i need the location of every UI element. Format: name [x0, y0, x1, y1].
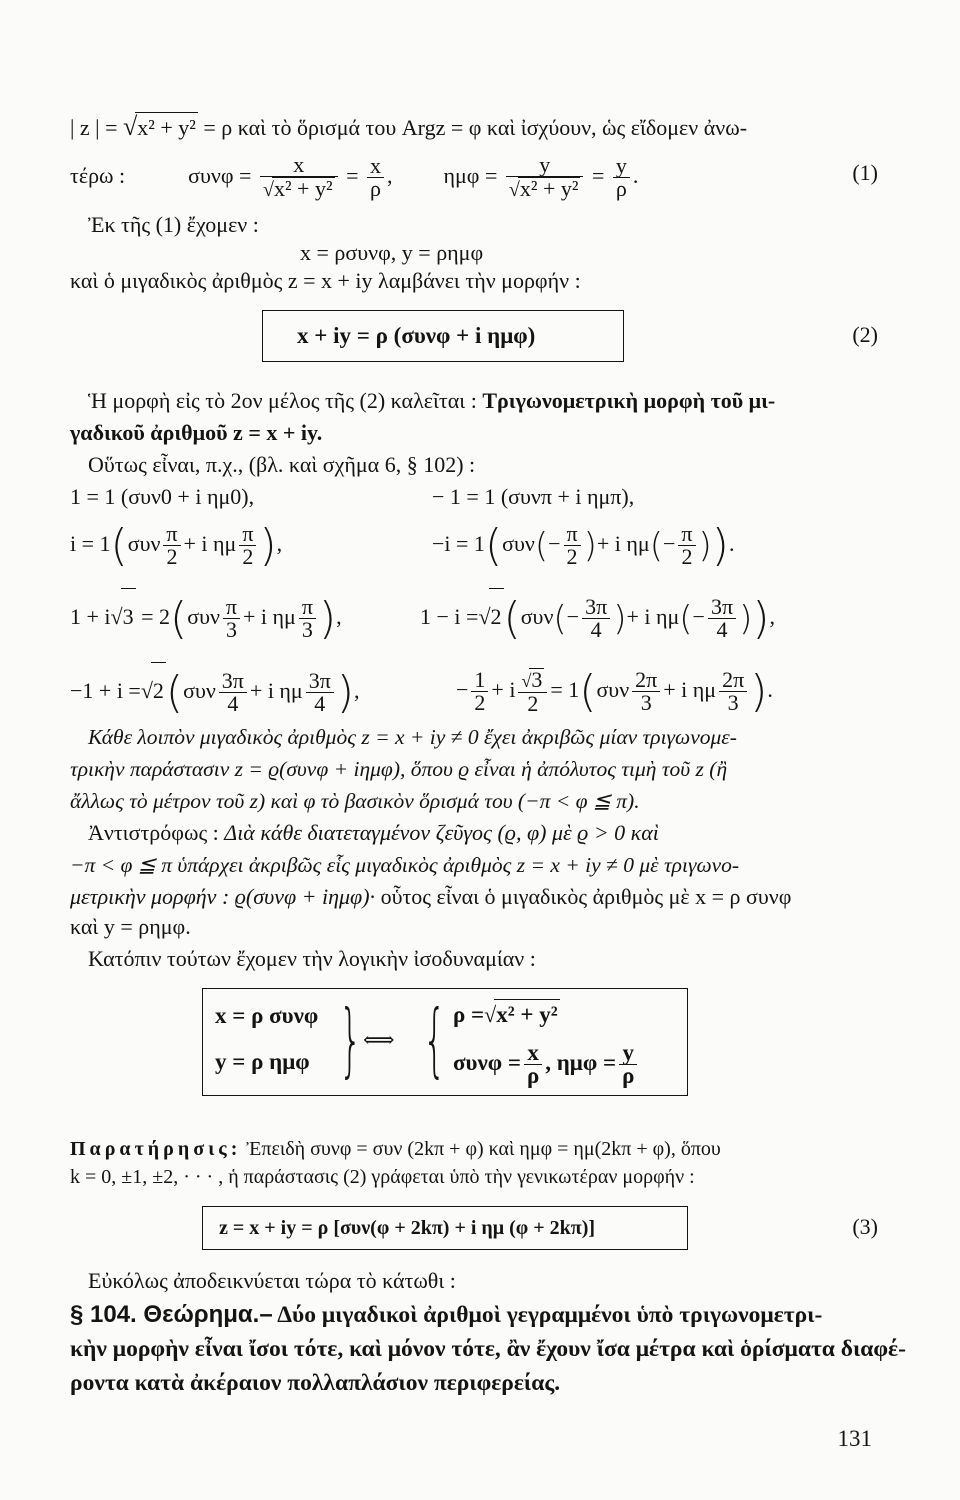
cos-sin-ratios: [453, 1035, 640, 1091]
denominator: 4: [716, 617, 728, 643]
minus: −: [456, 677, 469, 702]
denominator: 3: [640, 690, 652, 716]
remark-label: Παρατήρησις:: [70, 1138, 242, 1160]
example-2-right: −i = 1(συν(− $\frac{\pi}{2}$ )+ i ημ(− $\frac{\pi}{2}$ )).: [432, 519, 735, 571]
numerator: y: [613, 155, 630, 178]
lhs: −i = 1: [432, 531, 485, 556]
cos-label: συν: [187, 604, 220, 629]
minus: −: [662, 531, 676, 556]
converse-label: Ἀντιστρόφως :: [88, 820, 219, 845]
denominator: ρ: [615, 176, 627, 202]
converse-conclusion: οὗτος εἶναι ὁ μιγαδικὸς ἀριθμὸς μὲ x = ρ συνφ: [375, 884, 792, 909]
numerator: 3π: [708, 596, 736, 619]
punct: ,: [769, 604, 776, 629]
plus-i: + i: [491, 677, 516, 702]
theorem-text: Δύο μιγαδικοὶ ἀριθμοὶ γεγραμμένοι ὑπὸ τριγωνομετρι-: [272, 1302, 823, 1328]
equals: =: [591, 163, 605, 188]
fraction-y-over-root: [506, 154, 584, 201]
numerator: π: [163, 523, 180, 546]
numerator: 3π: [219, 670, 247, 693]
modulus-lhs: | z | =: [70, 115, 123, 140]
numerator: π: [299, 596, 316, 619]
theorem-line-1: [70, 1300, 880, 1330]
cos-label: συν: [127, 531, 161, 556]
denominator: 2: [527, 691, 539, 717]
fraction-x-over-root: [260, 154, 338, 201]
equation-tag-1: (1): [852, 160, 878, 185]
radicand: 2: [489, 588, 504, 645]
denominator: √x² + y²: [262, 176, 333, 202]
converse-text: Διὰ κάθε διατεταγμένον ζεῦγος (ϱ, φ) μὲ ϱ > 0 καὶ: [224, 820, 659, 845]
numerator: 3π: [306, 670, 334, 693]
equation-tag-3: (3): [852, 1214, 878, 1239]
lhs: 1 + i: [70, 604, 111, 629]
denominator: √x² + y²: [508, 176, 579, 202]
minus: −: [692, 604, 705, 629]
lhs: i = 1: [70, 531, 111, 556]
polar-components: x = ρσυνφ, y = ρημφ: [300, 240, 484, 265]
equals: = 2: [135, 604, 171, 629]
line-lead: τέρω :: [70, 163, 126, 188]
denominator: 2: [681, 544, 693, 570]
definition-text: Ἡ μορφὴ εἰς τὸ 2ον μέλος τῆς (2) καλεῖται :: [88, 388, 477, 413]
punct: ,: [354, 678, 360, 703]
punct: ,: [276, 531, 283, 556]
i-sin-label: + i ημ: [626, 604, 680, 629]
from-1-text: Ἐκ τῆς (1) ἔχομεν :: [88, 212, 259, 237]
minus: −: [566, 604, 580, 629]
i-sin-label: + i ημ: [663, 677, 717, 702]
formula-box-2: [262, 310, 624, 362]
converse-line-3: [70, 882, 880, 912]
i-sin-label: + i ημ: [249, 678, 303, 703]
denominator: ρ: [526, 1063, 540, 1089]
example-4-left: −1 + i =√2(συν $\frac{3\pi}{4}$ + i ημ $\frac{3\pi}{4}$ ),: [70, 662, 450, 718]
numerator: 2π: [719, 669, 747, 692]
denominator: 2: [242, 544, 254, 570]
cos-label: συν: [502, 531, 535, 556]
denominator: 4: [227, 691, 239, 717]
numerator: x: [367, 155, 384, 178]
remark-line-2: k = 0, ±1, ±2, · · · , ἡ παράστασις (2) γράφεται ὑπὸ τὴν γενικωτέραν μορφήν :: [70, 1166, 695, 1188]
numerator: y: [506, 154, 584, 177]
example-1-right: − 1 = 1 (συνπ + i ημπ),: [432, 484, 635, 509]
example-2-left: i = 1(συν $\frac{\pi}{2}$ + i ημ $\frac{\pi}{2}$ ),: [70, 519, 283, 571]
from-1-line: [88, 210, 898, 240]
statement-line-3: ἄλλως τὸ μέτρον τοῦ z) καὶ φ τὸ βασικὸν ὅρισμά του (−π < φ ≦ π).: [70, 789, 640, 813]
theorem-line-3: ροντα κατὰ ἀκέραιον πολλαπλάσιον περιφερείας.: [70, 1370, 561, 1396]
general-trig-form: z = x + iy = ρ [συν(φ + 2kπ) + i ημ (φ + 2kπ)]: [219, 1217, 596, 1239]
numerator: 3π: [582, 596, 610, 619]
punct: .: [767, 677, 773, 702]
converse-form: μετρικὴν μορφήν : ϱ(συνφ + iημφ)·: [70, 884, 376, 909]
equals: = 1: [550, 677, 580, 702]
theorem-heading: § 104. Θεώρημα.–: [70, 1301, 273, 1328]
example-3-left: 1 + i√3 = 2(συν $\frac{\pi}{3}$ + i ημ $\frac{\pi}{3}$ ),: [70, 588, 430, 644]
radicand: x² + y²: [519, 176, 579, 202]
numerator: π: [223, 596, 240, 619]
punct: .: [728, 531, 735, 556]
lhs: −1 + i =: [70, 678, 141, 703]
cos-label: συνφ =: [188, 163, 252, 188]
converse-line-2: −π < φ ≦ π ὑπάρχει ἀκριβῶς εἷς μιγαδικὸς ἀριθμὸς z = x + iy ≠ 0 μὲ τριγωνο-: [70, 853, 740, 877]
radicand: x² + y²: [273, 176, 333, 202]
definition-term: Τριγωνομετρικὴ μορφὴ τοῦ μι-: [482, 388, 776, 413]
cos-sin-definition: τέρω : συνφ = $\frac{x}{\text{√x² + y²}}$ = $\frac{x}{\rho}$ , ημφ = $\frac{y}{\text{√x² + y²}}$ = $\frac{y}{\rho}$ .: [70, 152, 639, 202]
numerator: π: [239, 523, 256, 546]
radicand: 3: [121, 588, 136, 645]
denominator: 4: [590, 617, 602, 643]
rho-equals-root: ρ =√x² + y²: [453, 999, 560, 1030]
denominator: ρ: [369, 176, 381, 202]
numerator: π: [678, 523, 695, 546]
equals: =: [346, 163, 359, 188]
formula-box-3: [202, 1206, 688, 1250]
radicand: 3: [531, 667, 543, 693]
converse-line-4: καὶ y = ρημφ.: [70, 914, 191, 939]
example-4-right: − $\frac{1}{2}$ + i $\frac{√3}{2}$ = 1(συν $\frac{2\pi}{3}$ + i ημ $\frac{2\pi}{3}$ ).: [456, 665, 773, 717]
x-equals-rho-cos: x = ρ συνφ: [215, 1003, 319, 1028]
form-intro: καὶ ὁ μιγαδικὸς ἀριθμὸς z = x + iy λαμβάνει τὴν μορφήν :: [70, 268, 581, 293]
sin-label: , ημφ =: [545, 1050, 617, 1075]
numerator: y: [619, 1042, 637, 1065]
numerator: 1: [471, 669, 488, 692]
numerator: √3: [518, 668, 547, 693]
lhs: 1 − i =: [420, 604, 479, 629]
left-brace: {: [422, 993, 446, 1086]
denominator: 2: [166, 544, 178, 570]
cos-label: συν: [183, 678, 216, 703]
example-1-left: 1 = 1 (συν0 + i ημ0),: [70, 484, 255, 509]
numerator: x: [260, 154, 338, 177]
trig-form-term-cont: γαδικοῦ ἀριθμοῦ z = x + iy.: [70, 420, 323, 445]
numerator: 2π: [632, 669, 660, 692]
equivalence-box: [202, 988, 688, 1096]
equivalence-arrow: ⟺: [363, 1027, 395, 1052]
i-sin-label: + i ημ: [183, 531, 237, 556]
radicand: x² + y²: [494, 999, 559, 1030]
page-number: 131: [837, 1426, 872, 1451]
denominator: ρ: [622, 1063, 635, 1089]
modulus-line: | z | = √x² + y² = ρ καὶ τὸ ὅρισμά του Argz = φ καὶ ἰσχύουν, ὡς εἴδομεν ἀνω-: [70, 112, 748, 141]
numerator: x: [524, 1042, 542, 1065]
i-sin-label: + i ημ: [596, 531, 650, 556]
examples-intro: Οὕτως εἶναι, π.χ., (βλ. καὶ σχῆμα 6, § 102) :: [88, 452, 476, 477]
right-brace: }: [338, 993, 362, 1086]
remark-line-1: [70, 1134, 880, 1164]
sin-label: ημφ =: [443, 163, 498, 188]
equivalence-intro: Κατόπιν τούτων ἔχομεν τὴν λογικὴν ἰσοδυναμίαν :: [88, 946, 536, 971]
theorem-line-2: κὴν μορφὴν εἶναι ἴσοι τότε, καὶ μόνον τότε, ἂν ἔχουν ἴσα μέτρα καὶ ὁρίσματα διαφέ-: [70, 1336, 906, 1362]
denominator: 3: [225, 617, 237, 643]
converse-line-1: [88, 818, 898, 848]
example-3-right: 1 − i =√2(συν(− $\frac{3\pi}{4}$ )+ i ημ(− $\frac{3\pi}{4}$ )),: [420, 588, 880, 644]
fraction-x-over-rho: [367, 155, 384, 200]
fraction-y-over-rho: [613, 155, 630, 200]
radicand: x² + y²: [135, 112, 198, 143]
denominator: 4: [314, 691, 326, 717]
radicand: 2: [151, 662, 166, 719]
minus: −: [548, 531, 561, 556]
cos-label: συνφ =: [453, 1050, 521, 1075]
equation-tag-2: (2): [852, 322, 878, 347]
numerator: π: [564, 523, 581, 546]
easily-proved-line: Εὐκόλως ἀποδεικνύεται τώρα τὸ κάτωθι :: [88, 1268, 456, 1293]
y-equals-rho-sin: y = ρ ημφ: [215, 1049, 310, 1074]
denominator: 2: [474, 690, 486, 716]
statement-line-1: Κάθε λοιπὸν μιγαδικὸς ἀριθμὸς z = x + iy ≠ 0 ἔχει ἀκριβῶς μίαν τριγωνομε-: [88, 725, 737, 749]
cos-label: συν: [596, 677, 630, 702]
punct: ,: [336, 604, 342, 629]
modulus-rest: = ρ καὶ τὸ ὅρισμά του Argz = φ καὶ ἰσχύουν, ὡς εἴδομεν ἀνω-: [197, 115, 748, 140]
statement-line-2: τρικὴν παράστασιν z = ϱ(συνφ + iημφ), ὅπου ϱ εἶναι ἡ ἀπόλυτος τιμὴ τοῦ z (ἢ: [70, 757, 728, 781]
trig-form-formula: x + iy = ρ (συνφ + i ημφ): [297, 323, 536, 348]
rho-label: ρ =: [453, 1002, 485, 1027]
trig-form-definition: [88, 386, 898, 416]
denominator: 2: [566, 544, 578, 570]
denominator: 3: [301, 617, 313, 643]
remark-text: Ἐπειδὴ συνφ = συν (2kπ + φ) καὶ ημφ = ημ(2kπ + φ), ὅπου: [241, 1138, 721, 1160]
cos-label: συν: [520, 604, 554, 629]
denominator: 3: [727, 690, 739, 716]
i-sin-label: + i ημ: [243, 604, 296, 629]
